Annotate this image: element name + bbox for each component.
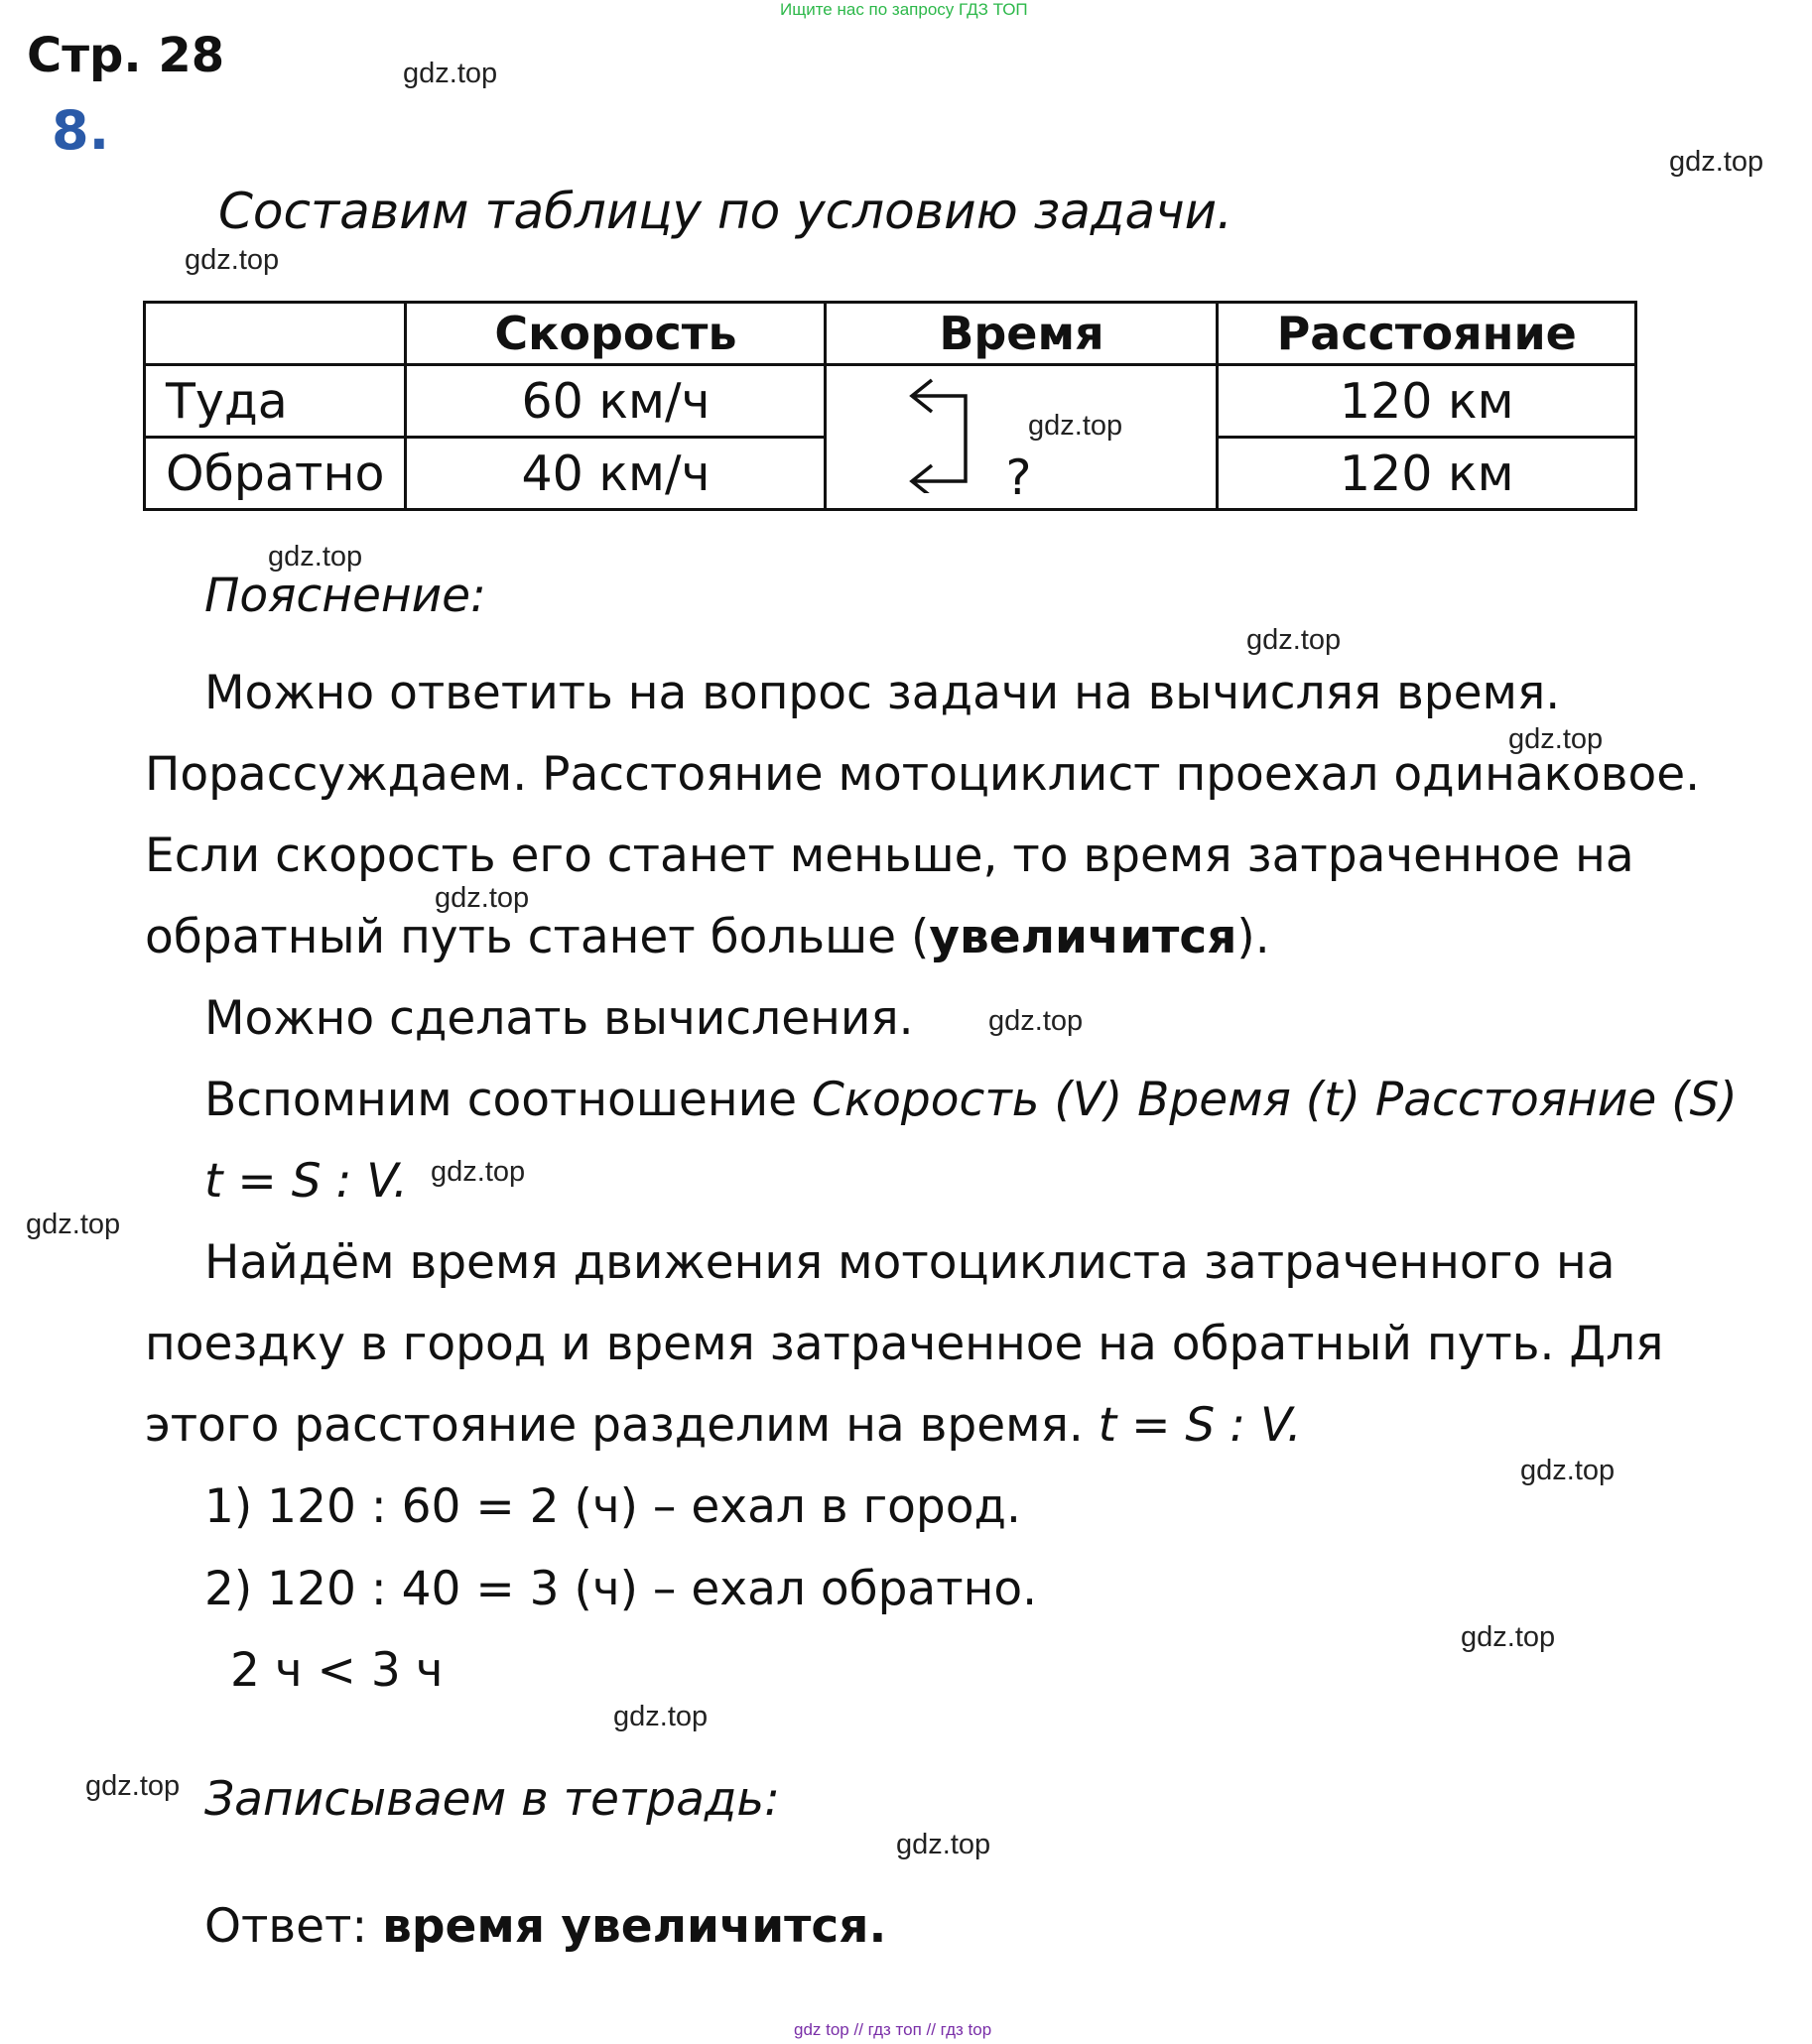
paragraph-text: этого расстояние разделим на время. xyxy=(145,1398,1099,1453)
watermark: gdz.top xyxy=(1028,410,1123,442)
formula-inline: t = S : V. xyxy=(1098,1398,1302,1453)
paragraph-text: ). xyxy=(1236,910,1270,964)
speed-cell: 60 км/ч xyxy=(406,365,826,438)
formula-line: t = S : V. xyxy=(204,1154,408,1209)
notebook-heading: Записываем в тетрадь: xyxy=(204,1772,780,1827)
footer-links[interactable]: gdz top // гдз топ // гдз top xyxy=(794,2020,992,2039)
comparison: 2 ч < 3 ч xyxy=(230,1643,444,1698)
header-distance: Расстояние xyxy=(1218,303,1636,365)
table-header-row xyxy=(145,303,1636,365)
top-banner[interactable]: Ищите нас по запросу ГДЗ ТОП xyxy=(780,0,1028,19)
data-table xyxy=(143,301,1637,511)
distance-cell: 120 км xyxy=(1218,438,1636,510)
watermark: gdz.top xyxy=(613,1701,709,1732)
step-1: 1) 120 : 60 = 2 (ч) – ехал в город. xyxy=(204,1479,1021,1534)
watermark: gdz.top xyxy=(1520,1455,1616,1486)
paragraph-line: Можно ответить на вопрос задачи на вычисляя время. xyxy=(204,666,1561,720)
paragraph-line: Порассуждаем. Расстояние мотоциклист проехал одинаковое. xyxy=(145,747,1701,802)
unknown-time-mark: ? xyxy=(1005,449,1032,506)
relation-line xyxy=(204,1073,1738,1127)
header-empty xyxy=(145,303,406,365)
header-speed: Скорость xyxy=(406,303,826,365)
task-number: 8. xyxy=(52,99,110,162)
relation-formula: Скорость (V) Время (t) Расстояние (S) xyxy=(811,1073,1738,1127)
explanation-heading: Пояснение: xyxy=(204,569,486,623)
calc-line: Можно сделать вычисления. xyxy=(204,991,914,1046)
step-2: 2) 120 : 40 = 3 (ч) – ехал обратно. xyxy=(204,1562,1038,1616)
watermark: gdz.top xyxy=(435,882,530,914)
watermark: gdz.top xyxy=(431,1156,526,1188)
paragraph-line: поездку в город и время затраченное на обратный путь. Для xyxy=(145,1317,1664,1371)
watermark: gdz.top xyxy=(896,1829,991,1860)
paragraph-line: Найдём время движения мотоциклиста затраченного на xyxy=(204,1235,1616,1290)
watermark: gdz.top xyxy=(185,244,280,276)
answer-line xyxy=(204,1899,887,1954)
watermark: gdz.top xyxy=(85,1770,181,1802)
watermark: gdz.top xyxy=(1246,624,1342,656)
time-cell xyxy=(826,365,1218,510)
distance-cell: 120 км xyxy=(1218,365,1636,438)
watermark: gdz.top xyxy=(988,1005,1084,1037)
watermark: gdz.top xyxy=(1669,146,1764,178)
row-label: Обратно xyxy=(145,438,406,510)
intro-text: Составим таблицу по условию задачи. xyxy=(218,183,1233,240)
table-row xyxy=(145,365,1636,438)
page-title: Стр. 28 xyxy=(27,28,225,83)
answer-label: Ответ: xyxy=(204,1899,383,1954)
watermark: gdz.top xyxy=(26,1209,121,1240)
watermark: gdz.top xyxy=(1508,723,1604,755)
paragraph-text: обратный путь станет больше ( xyxy=(145,910,930,964)
emphasis-text: увеличится xyxy=(929,910,1237,964)
paragraph-line xyxy=(145,1398,1302,1453)
watermark: gdz.top xyxy=(1461,1621,1556,1653)
row-label: Туда xyxy=(145,365,406,438)
relation-text: Вспомним соотношение xyxy=(204,1073,812,1127)
speed-cell: 40 км/ч xyxy=(406,438,826,510)
header-time: Время xyxy=(826,303,1218,365)
paragraph-line: Если скорость его станет меньше, то время затраченное на xyxy=(145,829,1634,883)
answer-value: время увеличится. xyxy=(382,1899,887,1954)
paragraph-line xyxy=(145,910,1270,964)
watermark: gdz.top xyxy=(268,541,363,573)
watermark: gdz.top xyxy=(403,58,498,89)
